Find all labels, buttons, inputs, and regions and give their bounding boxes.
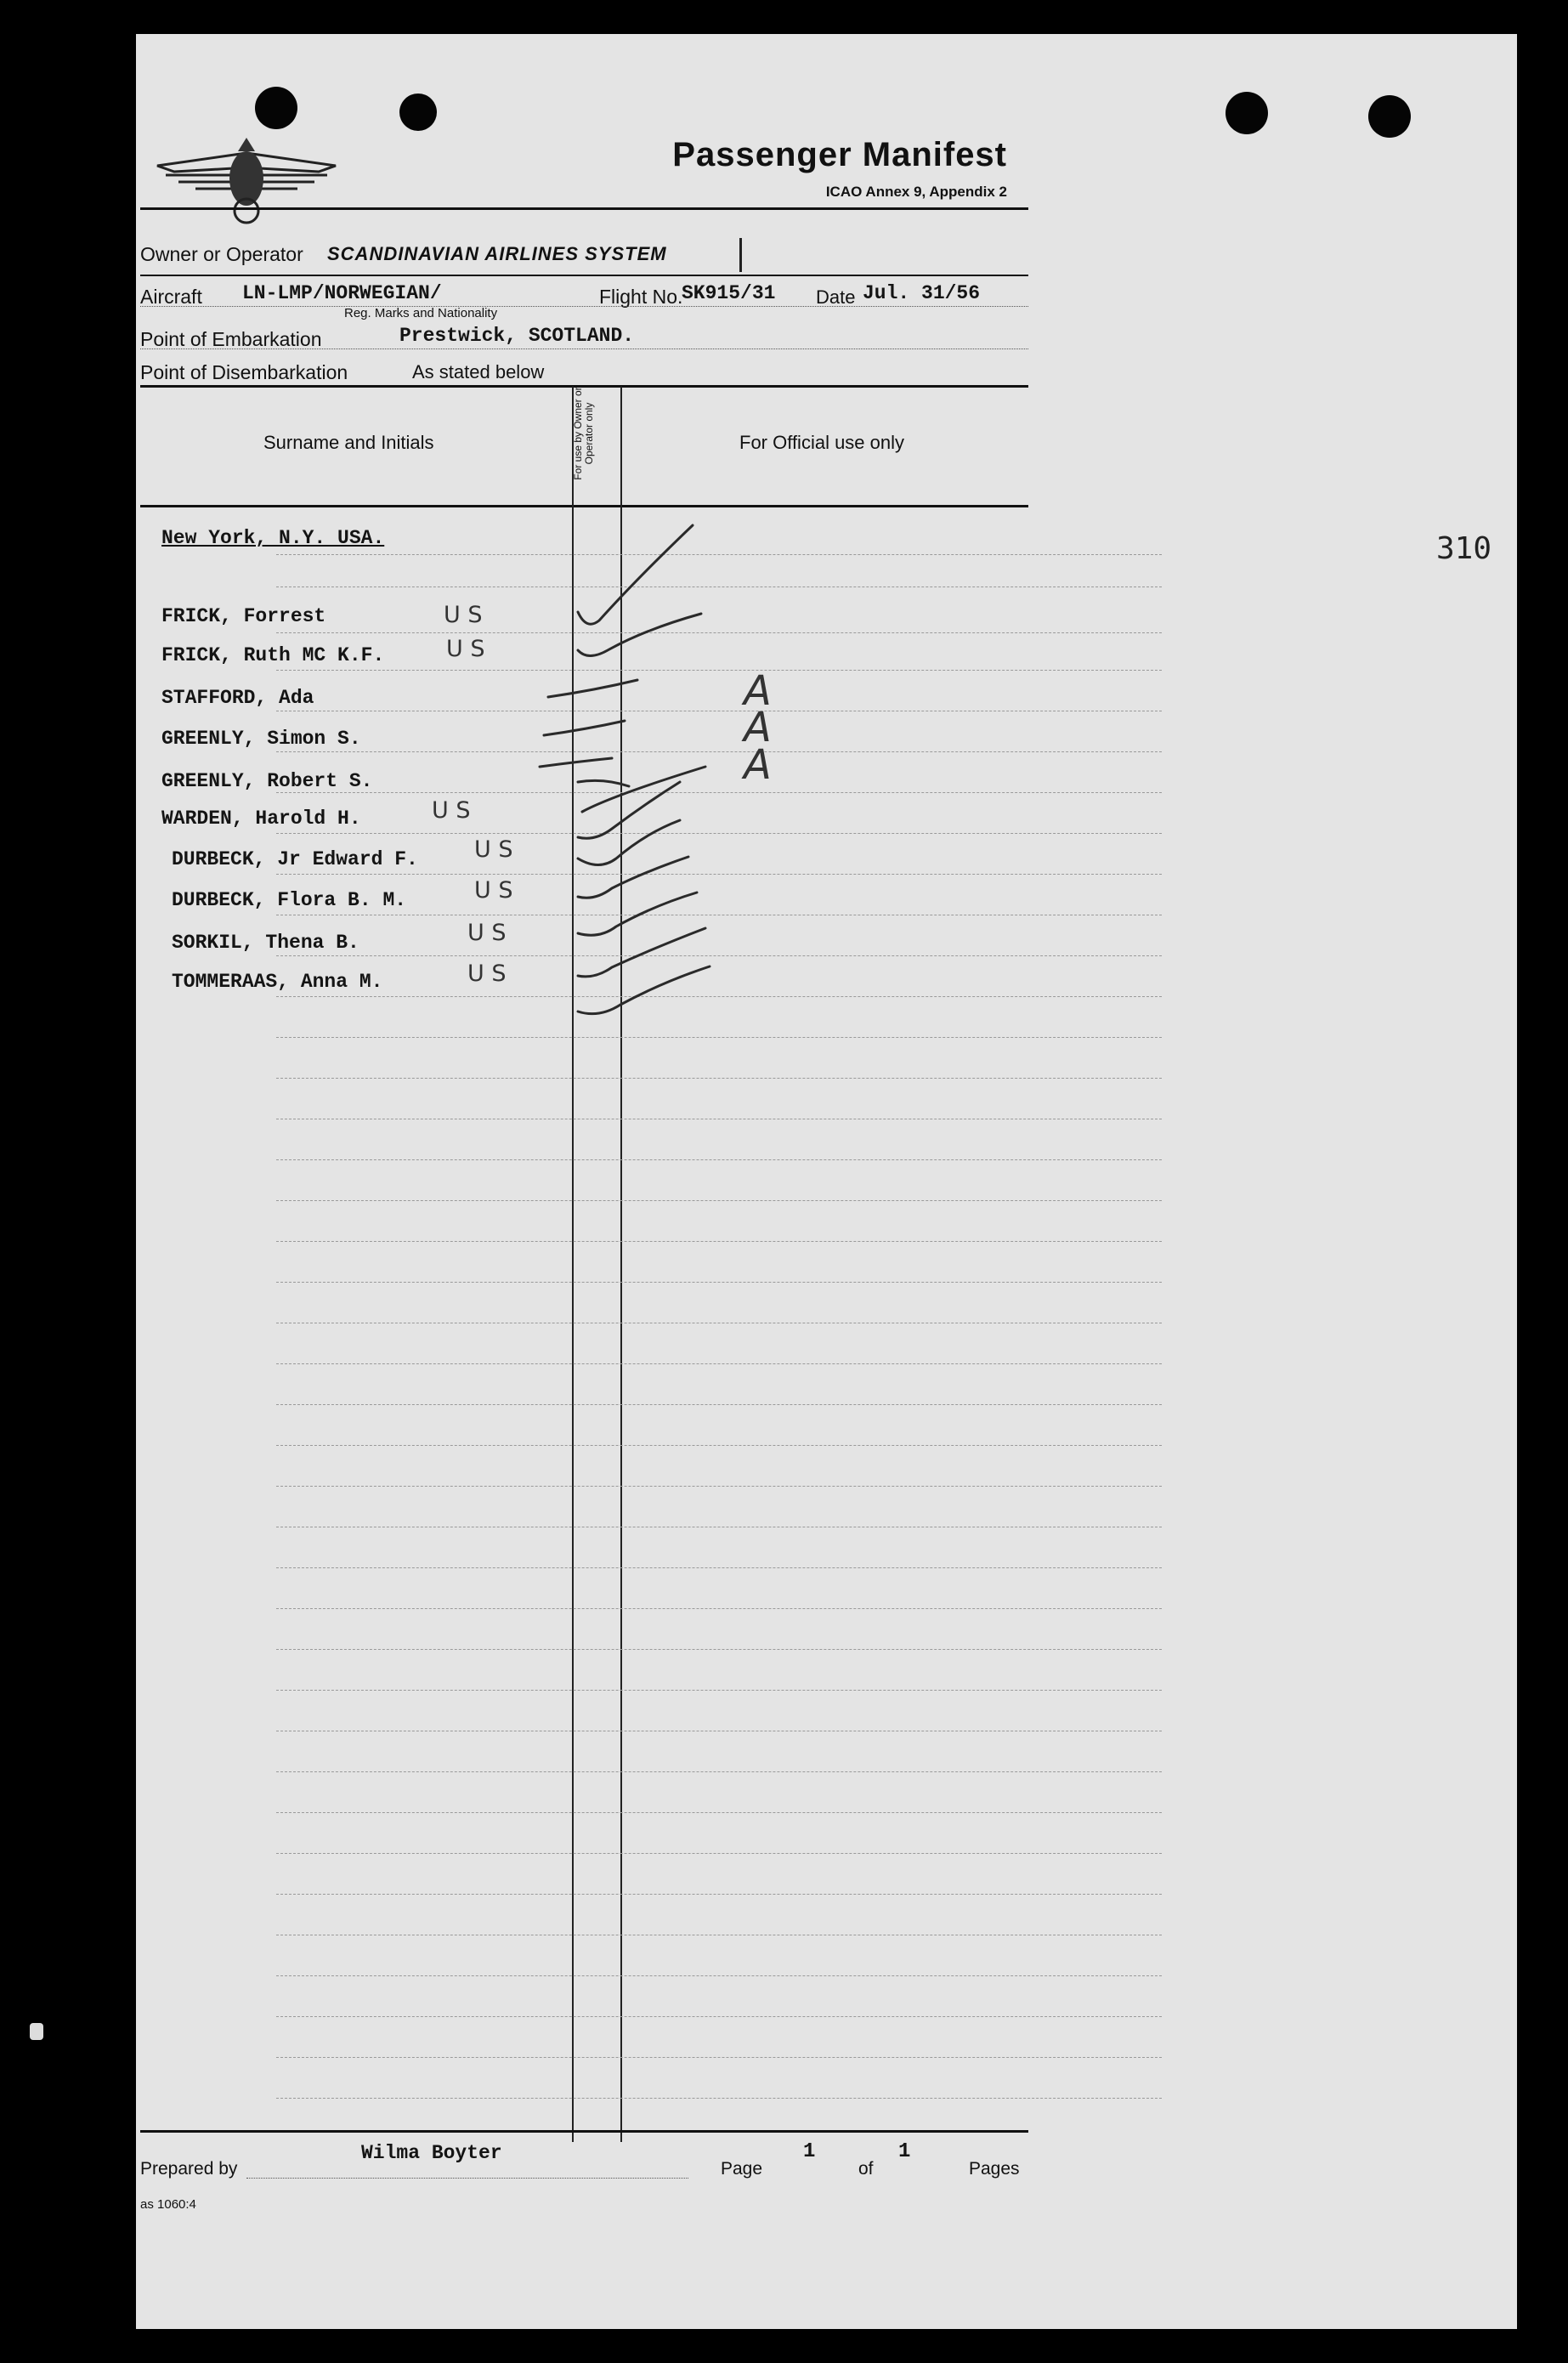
row-rule bbox=[276, 1445, 1162, 1446]
passenger-name: DURBECK, Flora B. M. bbox=[172, 889, 407, 911]
row-rule bbox=[276, 1690, 1162, 1691]
passenger-note: U S bbox=[474, 836, 513, 863]
punch-hole bbox=[1368, 95, 1411, 138]
passenger-name: GREENLY, Simon S. bbox=[161, 728, 361, 750]
check-mark bbox=[578, 857, 688, 898]
date-label: Date bbox=[816, 286, 856, 308]
row-rule bbox=[276, 1363, 1162, 1364]
row-rule bbox=[276, 1649, 1162, 1650]
passenger-name: GREENLY, Robert S. bbox=[161, 770, 373, 792]
check-mark bbox=[578, 614, 701, 656]
aircraft-sublabel: Reg. Marks and Nationality bbox=[344, 306, 498, 320]
passenger-name: STAFFORD, Ada bbox=[161, 687, 314, 709]
check-mark bbox=[578, 780, 629, 786]
row-rule bbox=[276, 1975, 1162, 1976]
check-mark bbox=[578, 525, 693, 624]
row-rule bbox=[276, 1486, 1162, 1487]
handwritten-checkmarks bbox=[136, 34, 1071, 1054]
row-rule bbox=[276, 2016, 1162, 2017]
row-rule bbox=[276, 1567, 1162, 1568]
owner-label: Owner or Operator bbox=[140, 243, 303, 265]
row-rule bbox=[276, 1894, 1162, 1895]
passenger-name: SORKIL, Thena B. bbox=[172, 932, 359, 954]
pages-label: Pages bbox=[969, 2159, 1020, 2179]
row-rule bbox=[276, 1771, 1162, 1772]
row-rule bbox=[276, 1404, 1162, 1405]
passenger-name: TOMMERAAS, Anna M. bbox=[172, 971, 383, 993]
prepared-label: Prepared by bbox=[140, 2159, 238, 2179]
row-rule bbox=[276, 1159, 1162, 1160]
official-mark: A bbox=[744, 667, 772, 715]
flight-value: SK915/31 bbox=[682, 282, 776, 304]
passenger-note: U S bbox=[444, 602, 483, 628]
footer-rule bbox=[140, 2130, 1028, 2133]
col-header-official: For Official use only bbox=[739, 432, 905, 453]
passenger-name: FRICK, Forrest bbox=[161, 605, 326, 627]
row-rule bbox=[276, 2098, 1162, 2099]
row-rule bbox=[276, 1241, 1162, 1242]
aircraft-label: Aircraft bbox=[140, 286, 202, 308]
of-label: of bbox=[858, 2159, 874, 2179]
aircraft-value: LN-LMP/NORWEGIAN/ bbox=[242, 282, 442, 304]
passenger-note: U S bbox=[446, 636, 485, 662]
passenger-note: U S bbox=[474, 877, 513, 904]
row-rule bbox=[276, 1200, 1162, 1201]
row-rule bbox=[276, 1853, 1162, 1854]
punch-hole bbox=[1226, 92, 1268, 134]
passenger-note: U S bbox=[467, 960, 507, 987]
passenger-name: DURBECK, Jr Edward F. bbox=[172, 848, 418, 870]
passenger-note: U S bbox=[432, 797, 471, 824]
passenger-note: U S bbox=[467, 920, 507, 946]
row-rule bbox=[276, 1078, 1162, 1079]
row-rule bbox=[276, 1812, 1162, 1813]
official-mark: A bbox=[744, 704, 772, 751]
form-code: as 1060:4 bbox=[140, 2197, 196, 2212]
check-mark bbox=[540, 758, 612, 767]
passenger-name: FRICK, Ruth MC K.F. bbox=[161, 644, 385, 666]
row-rule bbox=[276, 1608, 1162, 1609]
flight-label: Flight No. bbox=[599, 286, 683, 308]
page-value: 1 bbox=[803, 2140, 816, 2163]
margin-mark bbox=[30, 2023, 43, 2040]
form-subtitle: ICAO Annex 9, Appendix 2 bbox=[825, 184, 1007, 200]
check-mark bbox=[578, 782, 680, 838]
check-mark bbox=[578, 892, 697, 935]
check-mark bbox=[578, 820, 680, 865]
of-value: 1 bbox=[898, 2140, 911, 2163]
check-mark bbox=[548, 680, 637, 697]
col-header-name: Surname and Initials bbox=[263, 432, 434, 453]
embark-value: Prestwick, SCOTLAND. bbox=[399, 325, 635, 347]
row-rule bbox=[276, 1282, 1162, 1283]
manifest-paper bbox=[136, 34, 1517, 2329]
stamp-number: 310 bbox=[1436, 531, 1492, 566]
date-value: Jul. 31/56 bbox=[863, 282, 981, 304]
disembark-value: As stated below bbox=[412, 361, 545, 382]
row-rule bbox=[276, 2057, 1162, 2058]
official-mark: A bbox=[744, 741, 772, 789]
owner-value: SCANDINAVIAN AIRLINES SYSTEM bbox=[327, 243, 667, 264]
embark-label: Point of Embarkation bbox=[140, 328, 322, 350]
prepared-value: Wilma Boyter bbox=[361, 2142, 502, 2164]
check-mark bbox=[544, 721, 625, 735]
disembark-label: Point of Disembarkation bbox=[140, 361, 348, 383]
destination-heading: New York, N.Y. USA. bbox=[161, 527, 385, 549]
col-header-owner-use: For use by Owner or Operator only bbox=[572, 387, 595, 480]
passenger-name: WARDEN, Harold H. bbox=[161, 808, 361, 830]
form-title: Passenger Manifest bbox=[672, 136, 1007, 173]
page-label: Page bbox=[721, 2159, 763, 2179]
